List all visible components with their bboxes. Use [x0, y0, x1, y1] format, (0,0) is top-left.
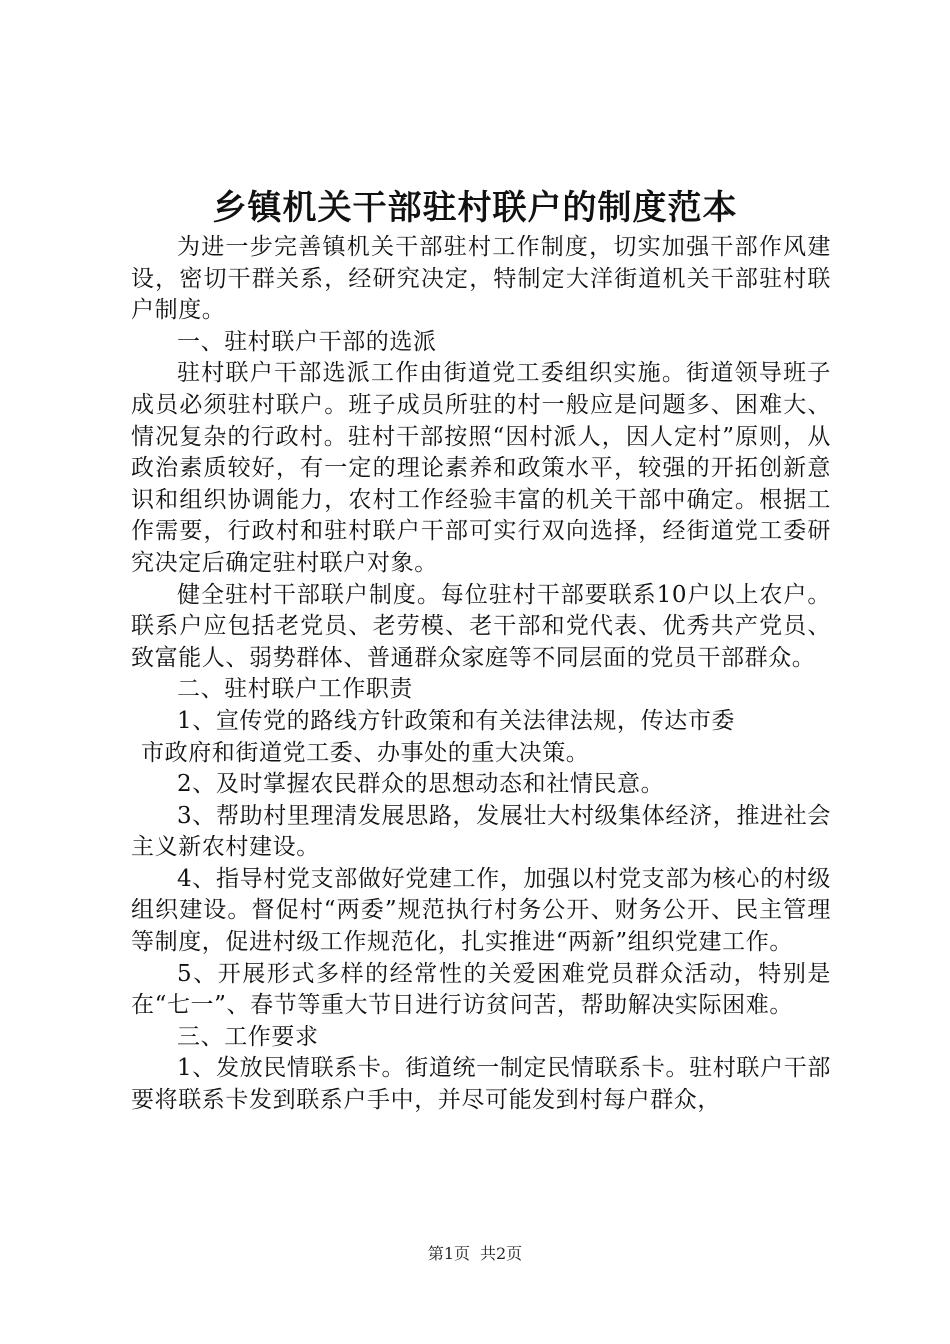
- duty-item-1: 1、宣传党的路线方针政策和有关法律法规，传达市委: [177, 707, 736, 734]
- section-heading-3: 三、工作要求: [177, 1023, 319, 1050]
- document-title: 乡镇机关干部驻村联户的制度范本: [212, 188, 738, 228]
- page-number: 第1页: [427, 1244, 470, 1263]
- duty-item-1-continued: 市政府和街道党工委、办事处的重大决策。: [141, 739, 590, 766]
- duty-item-3: 3、帮助村里理清发展思路，发展壮大村级集体经济，推进社会主义新农村建设。: [131, 802, 831, 861]
- paragraph-household-system: 健全驻村干部联户制度。每位驻村干部要联系10户以上农户。联系户应包括老党员、老劳模、老干部和党代表、优秀共产党员、致富能人、弱势群体、普通群众家庭等不同层面的党员干部群众。: [131, 581, 831, 671]
- page-footer: [0, 1243, 950, 1265]
- duty-item-5: 5、开展形式多样的经常性的关爱困难党员群众活动，特别是在“七一”、春节等重大节日进行访贫问苦，帮助解决实际困难。: [131, 960, 831, 1019]
- duty-item-2: 2、及时掌握农民群众的思想动态和社情民意。: [177, 771, 665, 798]
- section-heading-2: 二、驻村联户工作职责: [177, 676, 413, 703]
- paragraph-intro: 为进一步完善镇机关干部驻村工作制度，切实加强干部作风建设，密切干群关系，经研究决定，特制定大洋街道机关干部驻村联户制度。: [131, 234, 831, 324]
- duty-item-4: 4、指导村党支部做好党建工作，加强以村党支部为核心的村级组织建设。督促村“两委”规范执行村务公开、财务公开、民主管理等制度，促进村级工作规范化，扎实推进“两新”组织党建工作。: [131, 865, 831, 956]
- section-heading-1: 一、驻村联户干部的选派: [177, 328, 437, 355]
- document-body: [131, 232, 831, 1117]
- page-total: 共2页: [480, 1244, 523, 1263]
- requirement-item-1: 1、发放民情联系卡。街道统一制定民情联系卡。驻村联户干部要将联系卡发到联系户手中，并尽可能发到村每户群众，: [131, 1055, 831, 1114]
- paragraph-selection: 驻村联户干部选派工作由街道党工委组织实施。街道领导班子成员必须驻村联户。班子成员所驻的村一般应是问题多、困难大、情况复杂的行政村。驻村干部按照“因村派人，因人定村”原则，从政治素质较好，有一定的理论素养和政策水平，较强的开拓创新意识和组织协调能力，农村工作经验丰富的机关干部中确定。根据工作需要，行政村和驻村联户干部可实行双向选择，经街道党工委研究决定后确定驻村联户对象。: [131, 360, 831, 576]
